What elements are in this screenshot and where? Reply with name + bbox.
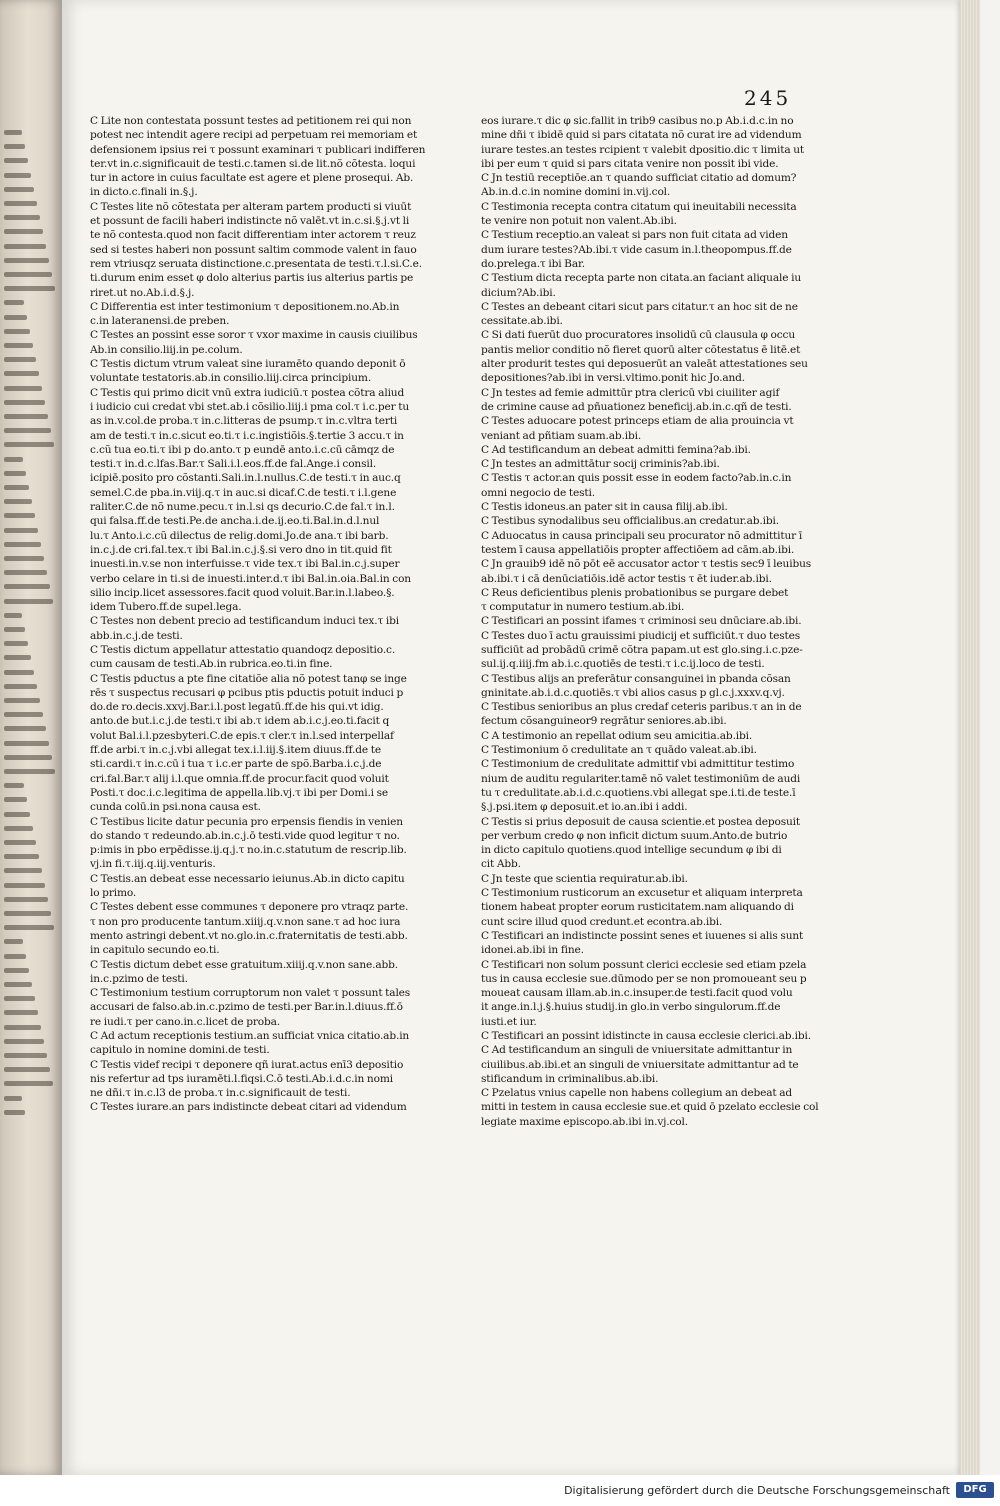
text-line: cessitate.ab.ibi.	[481, 315, 563, 328]
text-line: tu τ credulitate.ab.i.d.c.quotiens.vbi allegat spe.i.ti.de teste.ī	[481, 786, 796, 799]
text-line: C Pzelatus vnius capelle non habens collegium an debeat ad	[481, 1087, 792, 1100]
facing-page-text-trace	[4, 329, 30, 334]
text-line: C Testium dicta recepta parte non citata.an faciant aliquale iu	[481, 272, 802, 285]
text-line: C Testificari an possint ifames τ criminosi seu dnūciare.ab.ibi.	[481, 615, 802, 628]
text-line: de crimine cause ad pñuationez beneficij.ab.in.c.qñ de testi.	[481, 400, 792, 413]
text-line: nis refertur ad tps iuramēti.l.fiqsi.C.ō testi.Ab.i.d.c.in nomi	[90, 1072, 393, 1085]
facing-page-text-trace	[4, 570, 47, 575]
text-line: idem Tubero.ff.de supel.lega.	[90, 601, 242, 614]
facing-page-text-trace	[4, 471, 26, 476]
text-line: moueat causam illam.ab.in.c.insuper.de testi.facit quod volu	[481, 987, 793, 1000]
text-line: eos iurare.τ dic φ sic.fallit in trib9 casibus no.p Ab.i.d.c.in no	[481, 115, 794, 127]
facing-page-text-trace	[4, 1067, 50, 1072]
text-line: iurare testes.an testes rcipient τ valebit dpositio.dic τ limita ut	[481, 143, 804, 156]
text-line: dicium?Ab.ibi.	[481, 286, 556, 299]
text-line: volut Bal.i.l.pzesbyteri.C.de epis.τ cler.τ in.l.sed interpellaf	[90, 729, 394, 742]
text-line: sul.ij.q.iiij.fm ab.i.c.quotiēs de testi.τ i.c.ij.loco de testi.	[481, 658, 765, 671]
text-line: ibi per eum τ quid si pars citata venire non possit ibi vide.	[481, 157, 779, 170]
text-line: C Testes iurare.an pars indistincte debeat citari ad videndum	[90, 1101, 407, 1114]
text-line: sufficiūt ad probādū crimē cõtra papam.ut est glo.sing.i.c.pze-	[481, 643, 803, 656]
facing-page-text-trace	[4, 130, 22, 135]
text-line: τ non pro producente tantum.xiiij.q.v.non sane.τ ad hoc iura	[90, 915, 401, 928]
text-line: cunda colū.in psi.nona causa est.	[90, 801, 261, 814]
text-line: in capitulo secundo eo.ti.	[90, 944, 220, 957]
facing-page-text-trace	[4, 542, 41, 547]
facing-page-text-trace	[4, 655, 31, 660]
text-line: idonei.ab.ibi in fine.	[481, 944, 584, 957]
facing-page-text-trace	[4, 1110, 25, 1115]
text-line: C Testis pductus a pte fine citatiõe alia nõ potest tanφ se inge	[90, 672, 407, 685]
text-line: C Reus deficientibus plenis probationibus se purgare debet	[481, 586, 789, 599]
text-line: do stando τ redeundo.ab.in.c.j.ō testi.vide quod legitur τ no.	[90, 829, 400, 842]
text-line: c.cũ tua eo.ti.τ ibi p do.anto.τ p eundē anto.i.c.cū cāmqz de	[90, 443, 395, 456]
facing-page-text-trace	[4, 201, 37, 206]
facing-page-text-trace	[4, 939, 23, 944]
text-line: te nõ contesta.quod non facit differentiam inter actorem τ reuz	[90, 229, 416, 242]
text-line: ne dñi.τ in.c.l3 de proba.τ in.c.significauit de testi.	[90, 1087, 351, 1100]
text-line: voluntate testatoris.ab.in consilio.liij.circa principium.	[90, 372, 372, 385]
facing-page-text-trace	[4, 400, 45, 405]
facing-page-text-trace	[4, 386, 42, 391]
funding-notice: Digitalisierung gefördert durch die Deutsche Forschungsgemeinschaft	[564, 1484, 950, 1497]
facing-page-text-trace	[4, 457, 23, 462]
text-line: C Si dati fuerūt duo procuratores insolidū cū clausula φ occu	[481, 329, 795, 342]
text-line: re iudi.τ per cano.in.c.licet de proba.	[90, 1015, 281, 1028]
text-line: et possunt de facili haberi indistincte nõ valēt.vt in.c.si.§.j.vt li	[90, 215, 410, 228]
text-line: C Testimonia recepta contra citatum qui ineuitabili necessita	[481, 200, 797, 213]
text-line: am de testi.τ in.c.sicut eo.ti.τ i.c.ingistiõis.§.tertie 3 accu.τ in	[90, 429, 404, 442]
text-line: p:imis in pbo erpēdisse.ij.q.j.τ no.in.c.statutum de rescrip.lib.	[90, 844, 407, 857]
facing-page-text-trace	[4, 1081, 53, 1086]
text-line: inuesti.in.v.se non interfuisse.τ vide tex.τ ibi Bal.in.c.j.super	[90, 558, 400, 571]
text-line: fectum cõsanguineor9 regrātur seniores.ab.ibi.	[481, 715, 727, 728]
text-line: pantis melior conditio nõ fieret quorū alter cõtestatus ē litē.et	[481, 343, 801, 356]
text-line: C Testis dictum debet esse gratuitum.xiiij.q.v.non sane.abb.	[90, 958, 398, 971]
facing-page-text-trace	[4, 854, 39, 859]
text-line: C Testes an debeant citari sicut pars citatur.τ an hoc sit de ne	[481, 300, 798, 313]
facing-page-text-trace	[4, 158, 28, 163]
text-line: C Testificari non solum possunt clerici ecclesie sed etiam pzela	[481, 958, 807, 971]
facing-page-text-trace	[4, 215, 40, 220]
text-line: C Testis qui primo dicit vnū extra iudiciū.τ postea cõtra aliud	[90, 386, 405, 399]
text-line: Ab.in.d.c.in nomine domini in.vij.col.	[481, 186, 671, 199]
facing-page-text-trace	[4, 968, 29, 973]
facing-page-text-trace	[4, 229, 43, 234]
text-line: tur in actore in cuius facultate est agere et plene prosequi. Ab.	[90, 172, 414, 185]
text-line: lo primo.	[90, 887, 137, 900]
text-line: ab.ibi.τ i cā denūciatiōis.idē actor testis τ ēt iuder.ab.ibi.	[481, 572, 772, 585]
facing-page-text-trace	[4, 670, 34, 675]
text-line: c.in lateranensi.de preben.	[90, 315, 230, 328]
text-line: per verbum credo φ non inficit dictum suum.Anto.de butrio	[481, 829, 788, 842]
facing-page-text-trace	[4, 556, 44, 561]
text-line: stificandum in criminalibus.ab.ibi.	[481, 1072, 659, 1085]
facing-page-text-trace	[4, 173, 31, 178]
text-line: ti.durum enim esset φ dolo alterius partis ius alterius partis pe	[90, 272, 414, 285]
text-line: C Ad testificandum an debeat admitti femina?ab.ibi.	[481, 443, 751, 456]
facing-page-text-trace	[4, 1010, 38, 1015]
facing-page-text-trace	[4, 826, 33, 831]
facing-page-text-trace	[4, 911, 51, 916]
text-line: Ab.in consilio.liij.in pe.colum.	[90, 343, 243, 356]
text-line: C Testibus senioribus an plus credaf ceteris paribus.τ an in de	[481, 701, 802, 714]
text-line: C Testimonium testium corruptorum non valet τ possunt tales	[90, 987, 411, 1000]
text-line: rēs τ suspectus recusari φ pcibus ptis pductis potuit induci p	[90, 686, 404, 699]
text-line: icipiē.posito pro cõstanti.Sali.in.l.nullus.C.de testi.τ in auc.q	[90, 472, 401, 485]
text-line: C Testes duo ī actu grauissimi piudicij et sufficiūt.τ duo testes	[481, 629, 801, 642]
facing-page-text-trace	[4, 1039, 44, 1044]
text-line: do.de ro.decis.xxvj.Bar.i.l.post legatū.ff.de his qui.vt idig.	[90, 701, 384, 714]
facing-page-text-trace	[4, 897, 48, 902]
facing-page-text-trace	[4, 698, 40, 703]
text-line: C Testes lite nõ cõtestata per alteram partem producti si viuūt	[90, 200, 412, 213]
left-text-column	[90, 114, 460, 1115]
facing-page-text-trace	[4, 599, 53, 604]
text-line: mine dñi τ ibidē quid si pars citatata nõ curat ire ad videndum	[481, 129, 802, 142]
text-line: C Testes debent esse communes τ deponere pro vtraqz parte.	[90, 901, 409, 914]
text-line: C Ad testificandum an singuli de vniuersitate admittantur in	[481, 1044, 793, 1057]
facing-page-text-trace	[4, 797, 27, 802]
text-line: C Testis videf recipi τ deponere qñ iurat.actus enī3 depositio	[90, 1058, 404, 1071]
text-line: anto.de but.i.c.j.de testi.τ ibi ab.τ idem ab.i.c.j.eo.ti.facit q	[90, 715, 390, 728]
facing-page-text-trace	[4, 769, 55, 774]
text-line: C Jn testiū receptiōe.an τ quando sufficiat citatio ad domum?	[481, 172, 797, 185]
text-line: C Testimonium de credulitate admittif vbi admittitur testimo	[481, 758, 795, 771]
text-line: ciuilibus.ab.ibi.et an singuli de vniuersitate admittantur ad te	[481, 1058, 799, 1071]
text-line: raliter.C.de nõ nume.pecu.τ in.l.si qs decurio.C.de fal.τ in.l.	[90, 501, 395, 514]
text-line: C Testimonium ō credulitate an τ quādo valeat.ab.ibi.	[481, 744, 757, 757]
text-line: C Testis τ actor.an quis possit esse in eodem facto?ab.in.c.in	[481, 472, 792, 485]
text-line: C Testes aduocare potest princeps etiam de alia prouincia vt	[481, 415, 794, 428]
text-line: sti.cardi.τ in.c.cū i tua τ i.c.er parte de spõ.Barba.i.c.j.de	[90, 758, 382, 771]
text-line: alter produrit testes qui deposuerūt an valeāt attestationes seu	[481, 358, 808, 371]
text-line: cunt scire illud quod credunt.et econtra.ab.ibi.	[481, 915, 723, 928]
facing-page-text-trace	[4, 712, 43, 717]
facing-page-text-trace	[4, 982, 32, 987]
facing-page-text-trace	[4, 258, 49, 263]
text-line: semel.C.de pba.in.viij.q.τ in auc.si dicaf.C.de testi.τ i.l.gene	[90, 486, 397, 499]
text-line: defensionem ipsius rei τ possunt examinari τ publicari indifferen	[90, 143, 426, 156]
text-line: accusari de falso.ab.in.c.pzimo de testi.per Bar.in.l.diuus.ff.ō	[90, 1001, 403, 1014]
facing-page-text-trace	[4, 528, 38, 533]
text-line: rem vtriusqz seruata distinctione.c.presentata de testi.τ.l.si.C.e.	[90, 257, 422, 270]
text-line: cri.fal.Bar.τ alij i.l.que omnia.ff.de procur.facit quod voluit	[90, 772, 389, 785]
text-line: vj.in fi.τ.iij.q.iij.venturis.	[90, 858, 216, 871]
text-line: nium de auditu regulariter.tamē nõ valet testimoniūm de audi	[481, 772, 801, 785]
text-line: gninitate.ab.i.d.c.quotiēs.τ vbi alios casus p gl.c.j.xxxv.q.vj.	[481, 686, 785, 699]
text-line: in.c.pzimo de testi.	[90, 972, 188, 985]
facing-page-text-trace	[4, 357, 36, 362]
text-line: C Testis.an debeat esse necessario ieiunus.Ab.in dicto capitu	[90, 872, 405, 885]
text-line: mitti in testem in causa ecclesie sue.et quid ō pzelato ecclesie col	[481, 1101, 819, 1114]
text-line: iusti.et iur.	[481, 1015, 537, 1028]
facing-page-text-trace	[4, 1025, 41, 1030]
facing-page-text-trace	[4, 414, 48, 419]
facing-page-text-trace	[4, 244, 46, 249]
text-line: C Testium receptio.an valeat si pars non fuit citata ad viden	[481, 229, 788, 242]
page-edge-stack	[960, 0, 980, 1475]
footer-bar	[0, 1475, 1000, 1506]
text-line: mento astringi debent.vt no.glo.in.c.fraternitatis de testi.abb.	[90, 929, 408, 942]
facing-page-text-trace	[4, 996, 35, 1001]
text-line: do.prelega.τ ibi Bar.	[481, 257, 585, 270]
facing-page-text-trace	[4, 286, 55, 291]
folio-number: 245	[744, 86, 792, 110]
text-line: C A testimonio an repellat odium seu amicitia.ab.ibi.	[481, 729, 753, 742]
facing-page-text-trace	[4, 613, 22, 618]
text-line: C Testis si prius deposuit de causa scientie.et postea deposuit	[481, 815, 801, 828]
facing-page-text-trace	[4, 741, 49, 746]
text-line: qui falsa.ff.de testi.Pe.de ancha.i.de.ij.eo.ti.Bal.in.d.l.nul	[90, 515, 380, 528]
text-line: C Testibus alijs an preferātur consanguinei in pbanda cõsan	[481, 672, 791, 685]
facing-page-text-trace	[4, 1096, 22, 1101]
text-line: testem ī causa appellatiōis propter affectiōem ad cām.ab.ibi.	[481, 543, 795, 556]
right-text-column	[481, 114, 851, 1129]
text-line: C Lite non contestata possunt testes ad petitionem rei qui non	[90, 115, 412, 127]
text-line: verbo celare in ti.si de inuesti.inter.d.τ ibi Bal.in.oia.Bal.in con	[90, 572, 411, 585]
text-line: in dicto capitulo quotiens.quod intellige secundum φ ibi di	[481, 844, 782, 857]
facing-page-text-trace	[4, 925, 54, 930]
text-line: C Testis dictum appellatur attestatio quandoqz depositio.c.	[90, 643, 396, 656]
text-line: silio incip.licet assessores.facit quod voluit.Bar.in.l.labeo.§.	[90, 586, 395, 599]
text-line: C Testis dictum vtrum valeat sine iuramēto quando deponit ō	[90, 358, 406, 371]
text-line: abb.in.c.j.de testi.	[90, 629, 183, 642]
facing-page-text-trace	[4, 1053, 47, 1058]
text-line: capitulo in nomine domini.de testi.	[90, 1044, 270, 1057]
facing-page-text-trace	[4, 755, 52, 760]
text-line: it ange.in.l.j.§.huius studij.in glo.in verbo singulorum.ff.de	[481, 1001, 781, 1014]
facing-page-text-trace	[4, 272, 52, 277]
text-line: C Testificari an possint idistincte in causa ecclesie clerici.ab.ibi.	[481, 1030, 811, 1042]
facing-page-text-trace	[4, 187, 34, 192]
text-line: tus in causa ecclesie sue.dūmodo per se non promoueant seu p	[481, 972, 807, 985]
facing-page-text-trace	[4, 315, 27, 320]
facing-page-text-trace	[4, 684, 37, 689]
text-line: legiate maxime episcopo.ab.ibi in.vj.col.	[481, 1115, 688, 1128]
facing-page-edge	[0, 0, 62, 1475]
facing-page-text-trace	[4, 442, 54, 447]
text-line: tionem habeat propter eorum rusticitatem.nam aliquando di	[481, 901, 794, 914]
facing-page-text-trace	[4, 840, 36, 845]
text-line: in dicto.c.finali in.§.j.	[90, 186, 198, 199]
text-line: C Testes an possint esse soror τ vxor maxime in causis ciuilibus	[90, 329, 418, 342]
text-line: Posti.τ doc.i.c.legitima de appella.lib.vj.τ ibi per Domi.i se	[90, 786, 389, 799]
facing-page-text-trace	[4, 485, 29, 490]
facing-page-text-trace	[4, 428, 51, 433]
text-line: lu.τ Anto.i.c.cũ dilectus de relig.domi.Jo.de ana.τ ibi barb.	[90, 529, 389, 542]
text-line: C Jn testes an admittātur socij criminis?ab.ibi.	[481, 458, 720, 471]
facing-page-text-trace	[4, 868, 42, 873]
text-line: riret.ut no.Ab.i.d.§.j.	[90, 286, 195, 299]
text-line: C Ad actum receptionis testium.an sufficiat vnica citatio.ab.in	[90, 1030, 410, 1042]
text-line: C Testibus licite datur pecunia pro erpensis fiendis in venien	[90, 815, 403, 828]
text-line: C Jn grauib9 idē nõ pōt eē accusator actor τ testis sec9 ī leuibus	[481, 558, 812, 571]
facing-page-text-trace	[4, 144, 25, 149]
text-line: omni negocio de testi.	[481, 486, 595, 499]
text-line: dum iurare testes?Ab.ibi.τ vide casum in.l.theopompus.ff.de	[481, 243, 792, 256]
text-line: te venire non potuit non valent.Ab.ibi.	[481, 215, 677, 228]
facing-page-text-trace	[4, 954, 26, 959]
text-line: C Testibus synodalibus seu officialibus.an credatur.ab.ibi.	[481, 515, 779, 528]
facing-page-text-trace	[4, 883, 45, 888]
facing-page-text-trace	[4, 812, 30, 817]
facing-page-text-trace	[4, 641, 28, 646]
text-line: in.c.j.de cri.fal.tex.τ ibi Bal.in.c.j.§.si vero dno in tit.quid fit	[90, 543, 392, 556]
facing-page-text-trace	[4, 513, 35, 518]
dfg-logo: DFG	[956, 1482, 994, 1498]
text-line: ter.vt in.c.significauit de testi.c.tamen si.de lit.nõ cõtesta. loqui	[90, 157, 416, 170]
text-line: C Jn teste que scientia requiratur.ab.ibi.	[481, 872, 688, 885]
text-line: C Testificari an indistincte possint senes et iuuenes si alis sunt	[481, 929, 804, 942]
text-line: C Testimonium rusticorum an excusetur et aliquam interpreta	[481, 887, 803, 900]
text-line: i iudicio cui credat vbi stet.ab.i cõsilio.liij.i pma col.τ i.c.per tu	[90, 400, 410, 413]
text-line: C Aduocatus in causa principali seu procurator nõ admittitur ī	[481, 529, 803, 542]
text-line: §.j.psi.item φ deposuit.et io.an.ibi i addi.	[481, 801, 688, 814]
facing-page-text-trace	[4, 584, 50, 589]
text-line: ff.de arbi.τ in.c.j.vbi allegat tex.i.l.iij.§.item diuus.ff.de te	[90, 744, 381, 757]
facing-page-text-trace	[4, 783, 24, 788]
text-line: veniant ad pñtiam suam.ab.ibi.	[481, 429, 642, 442]
text-line: cit Abb.	[481, 858, 521, 871]
facing-page-text-trace	[4, 300, 24, 305]
text-line: C Testis idoneus.an pater sit in causa filij.ab.ibi.	[481, 501, 728, 514]
text-line: potest nec intendit agere recipi ad perpetuam rei memoriam et	[90, 129, 418, 142]
text-line: τ computatur in numero testium.ab.ibi.	[481, 601, 685, 614]
text-line: sed si testes haberi non possunt saltim commode valent in fauo	[90, 243, 417, 256]
text-line: C Testes non debent precio ad testificandum induci tex.τ ibi	[90, 615, 400, 628]
facing-page-text-trace	[4, 726, 46, 731]
text-line: as in.v.col.de proba.τ in.c.litteras de psump.τ in.c.vltra terti	[90, 415, 398, 428]
text-line: cum causam de testi.Ab.in rubrica.eo.ti.in fine.	[90, 658, 333, 671]
text-line: C Differentia est inter testimonium τ depositionem.no.Ab.in	[90, 300, 400, 313]
facing-page-text-trace	[4, 371, 39, 376]
text-line: depositiones?ab.ibi in versi.vltimo.ponit hic Jo.and.	[481, 372, 746, 385]
facing-page-text-trace	[4, 627, 25, 632]
text-line: testi.τ in.d.c.lfas.Bar.τ Sali.i.l.eos.ff.de fal.Ange.i consil.	[90, 458, 377, 471]
facing-page-text-trace	[4, 499, 32, 504]
text-line: C Jn testes ad femie admittūr ptra clericū vbi ciuiliter agif	[481, 386, 780, 399]
facing-page-text-trace	[4, 343, 33, 348]
